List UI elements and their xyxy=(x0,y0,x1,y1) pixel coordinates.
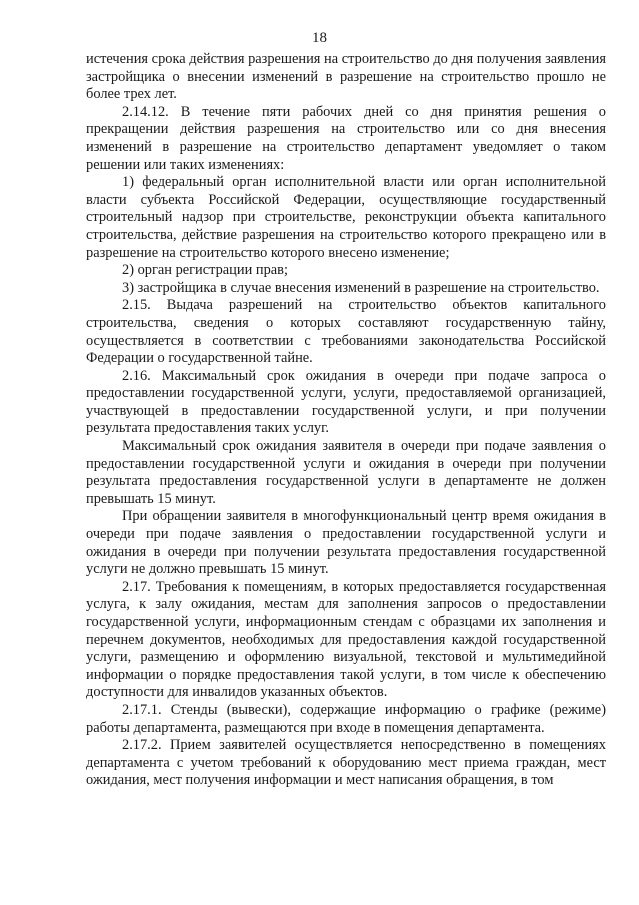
paragraph-2-17: 2.17. Требования к помещениям, в которых предоставляется государственная услуга, к залу ожидания, местам для заполнения запросов о предоставлении государственной услуги, информационным стендам с образцами их заполнения и перечнем документов, необходимых для предоставления каждой государственной услуги, размещению и оформлению визуальной, текстовой и мультимедийной информации о порядке предоставления такой услуги, в том числе к обеспечению доступности для инвалидов указанных объектов. xyxy=(86,578,606,701)
page-number: 18 xyxy=(312,30,327,46)
list-item-1: 1) федеральный орган исполнительной власти или орган исполнительной власти субъекта Российской Федерации, осуществляющие государственный строительный надзор при строительстве, реконструкции объекта капитального строительства, действие разрешения на строительство которого прекращено или в разрешение на строительство которого внесено изменение; xyxy=(86,174,606,261)
paragraph-wait-time-mfc: При обращении заявителя в многофункциональный центр время ожидания в очереди при подаче заявления о предоставлении государственной услуги и ожидания в очереди при получении результата предоставления государственной услуги не должно превышать 15 минут. xyxy=(86,508,606,578)
paragraph-2-14-12: 2.14.12. В течение пяти рабочих дней со дня принятия решения о прекращении действия разрешения на строительство или со дня внесения изменений в разрешение на строительство департамент уведомляет о таком решении или таких изменениях: xyxy=(86,103,606,173)
paragraph-continuation: истечения срока действия разрешения на строительство до дня получения заявления застройщика о внесении изменений в разрешение на строительство прошло не более трех лет. xyxy=(86,51,606,103)
paragraph-wait-time-department: Максимальный срок ожидания заявителя в очереди при подаче заявления о предоставлении государственной услуги и ожидания в очереди при получении результата предоставления государственной услуги в департаменте не должен превышать 15 минут. xyxy=(86,438,606,507)
paragraph-2-16: 2.16. Максимальный срок ожидания в очереди при подаче запроса о предоставлении государственной услуги, услуги, предоставляемой организацией, участвующей в предоставлении государственной услуги, и при получении результата предоставления таких услуг. xyxy=(86,367,606,437)
paragraph-2-15: 2.15. Выдача разрешений на строительство объектов капитального строительства, сведения о которых составляют государственную тайну, осуществляется в соответствии с требованиями законодательства Российской Федерации о государственной тайне. xyxy=(86,297,606,367)
document-body xyxy=(86,51,606,790)
list-item-3: 3) застройщика в случае внесения изменений в разрешение на строительство. xyxy=(122,279,600,296)
paragraph-2-17-1: 2.17.1. Стенды (вывески), содержащие информацию о графике (режиме) работы департамента, размещаются при входе в помещения департамента. xyxy=(86,701,606,736)
list-item-2: 2) орган регистрации прав; xyxy=(122,262,288,279)
paragraph-2-17-2: 2.17.2. Прием заявителей осуществляется непосредственно в помещениях департамента с учетом требований к оборудованию мест приема граждан, мест ожидания, мест получения информации и мест написания обращения, в том xyxy=(86,737,606,789)
